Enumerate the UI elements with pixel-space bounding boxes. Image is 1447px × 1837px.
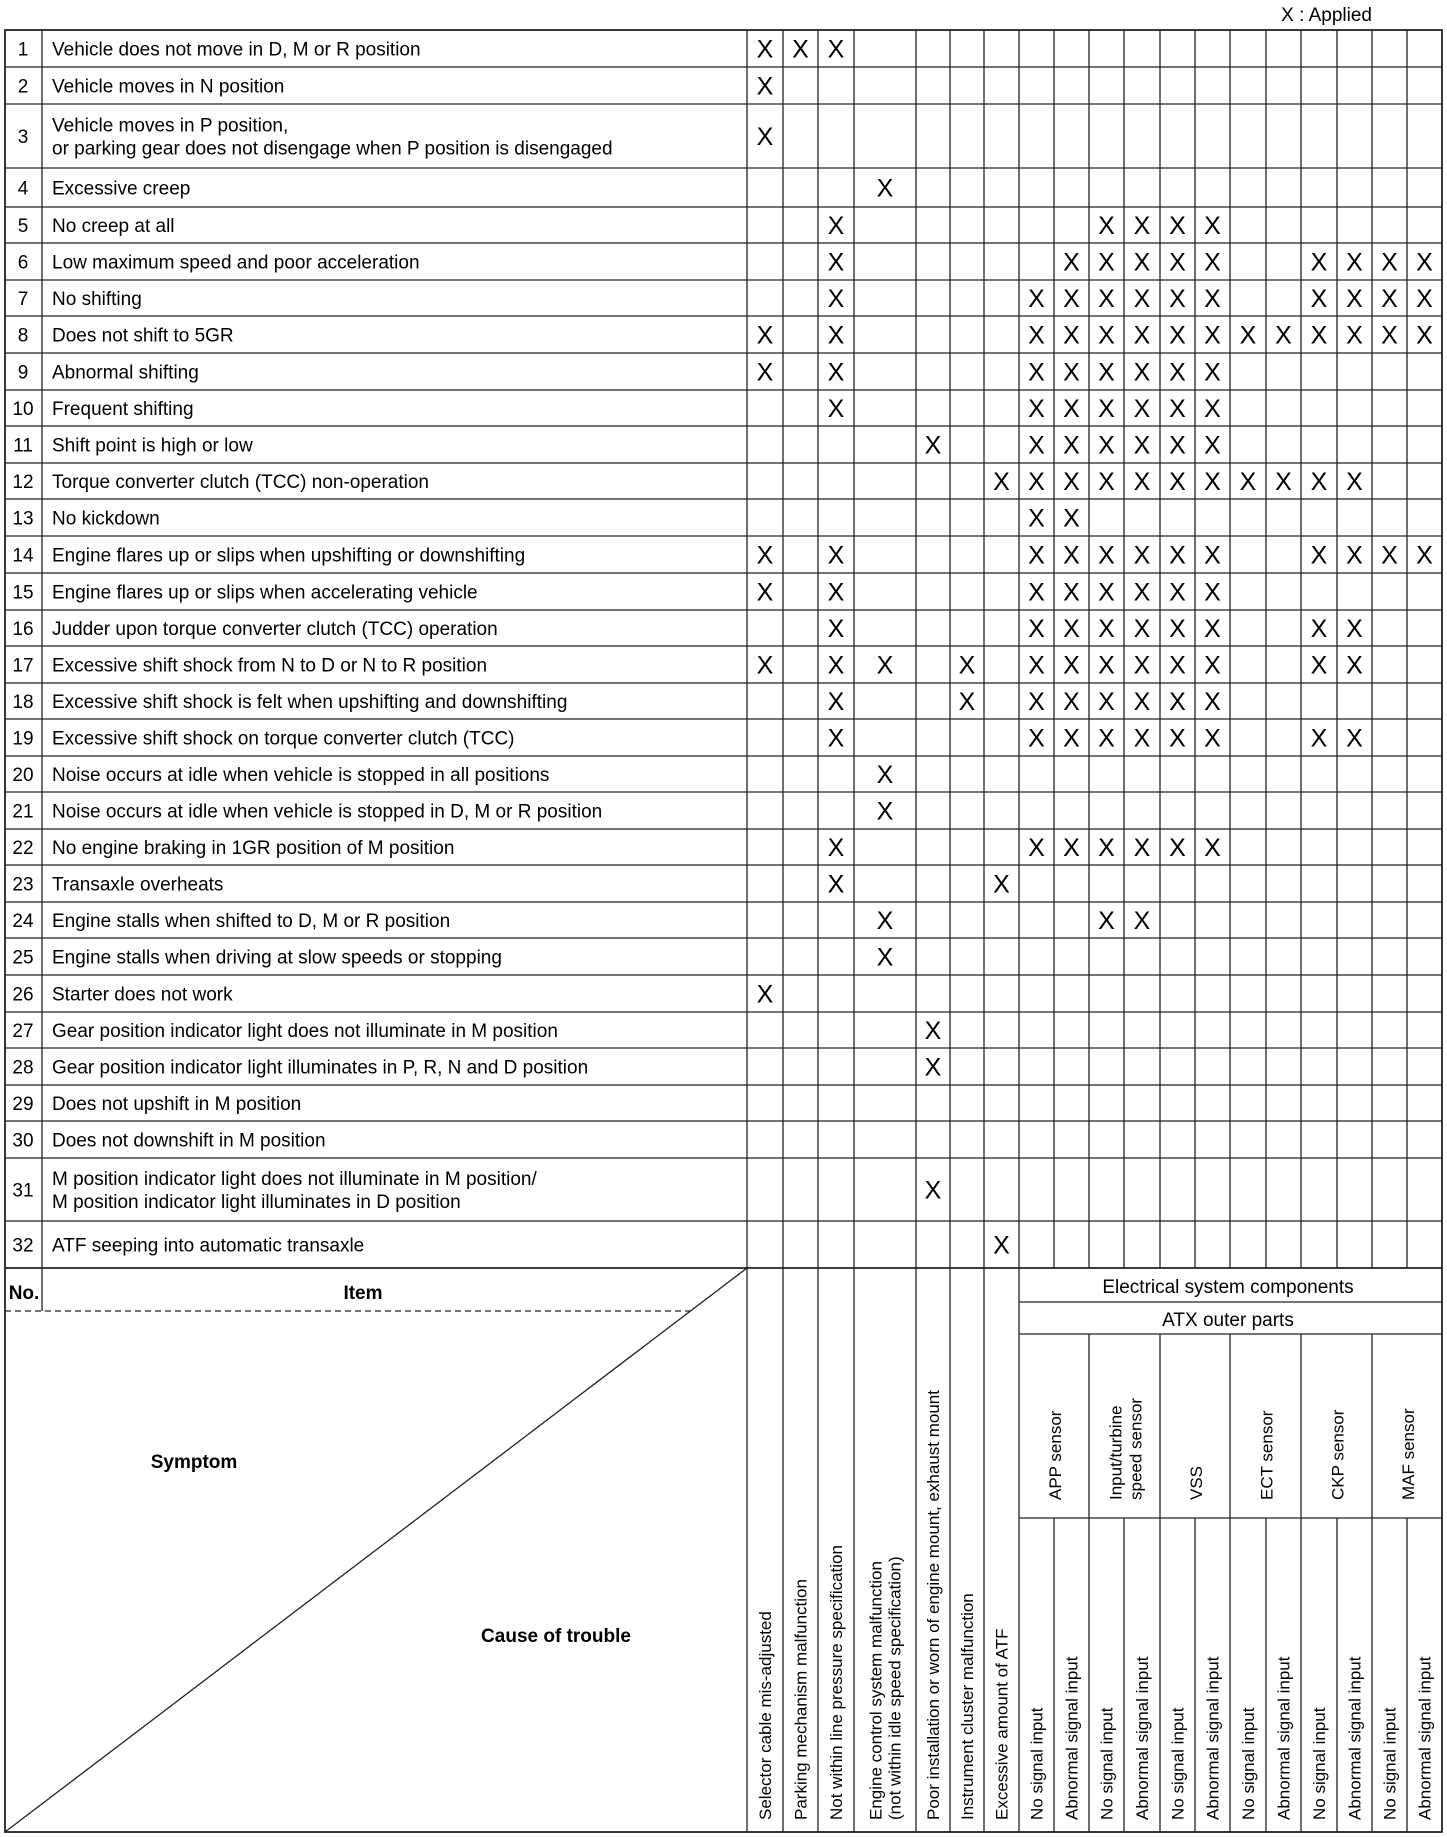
applied-mark: X: [924, 431, 942, 460]
header-atx-outer-parts: ATX outer parts: [1162, 1310, 1294, 1331]
applied-mark: X: [1028, 395, 1045, 423]
applied-mark: X: [1204, 724, 1221, 753]
applied-mark: X: [1133, 431, 1151, 460]
cause-column-label: Abnormal signal input: [1345, 1656, 1365, 1820]
cause-column-label: Poor installation or worn of engine mount, exhaust mount: [924, 1390, 943, 1820]
applied-mark: X: [1028, 541, 1045, 570]
applied-mark: X: [827, 395, 845, 423]
symptom-label: Does not shift to 5GR: [52, 325, 234, 347]
cause-column-label: Parking mechanism malfunction: [791, 1579, 811, 1820]
applied-mark: X: [1098, 615, 1115, 643]
row-number: 17: [12, 655, 34, 677]
applied-mark: X: [1169, 285, 1186, 313]
row-number: 3: [17, 127, 29, 148]
row-number: 20: [12, 765, 34, 786]
applied-mark: X: [1275, 321, 1292, 350]
applied-mark: X: [1310, 651, 1328, 680]
applied-mark: X: [1098, 578, 1115, 607]
applied-mark: X: [1133, 615, 1151, 643]
sensor-group-label: APP sensor: [1046, 1410, 1065, 1500]
applied-mark: X: [756, 578, 774, 607]
row-number: 7: [17, 289, 29, 310]
cause-column-label: No signal input: [1310, 1707, 1329, 1820]
applied-mark: X: [1346, 321, 1363, 350]
applied-mark: X: [756, 321, 774, 350]
applied-mark: X: [1028, 358, 1045, 387]
applied-mark: X: [1063, 615, 1080, 643]
applied-mark: X: [1416, 285, 1433, 313]
applied-mark: X: [1098, 688, 1115, 716]
applied-mark: X: [1063, 651, 1080, 680]
cause-column-label: No signal input: [1239, 1707, 1258, 1820]
applied-mark: X: [1346, 615, 1363, 643]
applied-mark: X: [827, 651, 845, 680]
symptom-label: Frequent shifting: [52, 399, 194, 420]
applied-mark: X: [1098, 468, 1115, 496]
applied-mark: X: [1346, 285, 1363, 313]
symptom-label: M position indicator light does not illuminate in M position/: [52, 1169, 537, 1190]
symptom-label: M position indicator light illuminates in D position: [52, 1192, 461, 1213]
cause-column-label: No signal input: [1168, 1707, 1188, 1820]
applied-mark: X: [1133, 724, 1151, 753]
applied-mark: X: [1098, 724, 1115, 753]
cause-column-label: Excessive amount of ATF: [992, 1628, 1012, 1820]
applied-mark: X: [1133, 285, 1151, 313]
applied-mark: X: [1028, 724, 1045, 753]
cause-column-label: No signal input: [1097, 1707, 1117, 1820]
applied-mark: X: [1416, 248, 1433, 277]
applied-mark: X: [1169, 578, 1186, 607]
applied-mark: X: [1063, 248, 1080, 277]
applied-mark: X: [827, 834, 845, 862]
cause-column-label: No signal input: [1027, 1707, 1047, 1820]
applied-mark: X: [876, 761, 894, 789]
applied-mark: X: [1169, 321, 1186, 350]
applied-mark: X: [756, 123, 774, 151]
applied-mark: X: [1169, 651, 1186, 680]
cause-column-label: Abnormal signal input: [1062, 1656, 1082, 1820]
table-row: [12, 1094, 301, 1115]
applied-mark: X: [1310, 541, 1328, 570]
applied-mark: X: [1063, 504, 1080, 533]
applied-mark: X: [1204, 212, 1221, 240]
symptom-label: Excessive creep: [52, 178, 191, 200]
legend-applied: X : Applied: [1281, 5, 1372, 26]
sensor-group-label: MAF sensor: [1399, 1408, 1418, 1500]
symptom-label: Does not upshift in M position: [52, 1094, 302, 1115]
row-number: 9: [17, 362, 29, 384]
applied-mark: X: [1310, 724, 1328, 753]
applied-mark: X: [1063, 285, 1080, 313]
row-number: 1: [17, 39, 29, 61]
applied-mark: X: [756, 358, 774, 387]
row-number: 10: [12, 399, 34, 420]
applied-mark: X: [1133, 321, 1151, 350]
row-number: 14: [12, 545, 34, 567]
applied-mark: X: [1063, 541, 1080, 570]
applied-mark: X: [1346, 541, 1363, 570]
applied-mark: X: [1098, 358, 1115, 387]
applied-mark: X: [1169, 724, 1186, 753]
applied-mark: X: [924, 1176, 942, 1205]
row-number: 11: [13, 435, 33, 457]
row-number: 4: [17, 178, 29, 200]
applied-mark: X: [827, 541, 845, 570]
symptom-label: Engine flares up or slips when upshifting or downshifting: [52, 545, 526, 567]
applied-mark: X: [1169, 431, 1186, 460]
applied-mark: X: [827, 870, 845, 899]
applied-mark: X: [1133, 395, 1151, 423]
applied-mark: X: [1204, 578, 1221, 607]
applied-mark: X: [756, 651, 774, 680]
row-number: 24: [12, 911, 34, 932]
applied-mark: X: [1063, 578, 1080, 607]
sensor-group-label: speed sensor: [1126, 1397, 1146, 1500]
applied-mark: X: [792, 35, 809, 64]
applied-mark: X: [1310, 615, 1328, 643]
applied-mark: X: [1098, 321, 1115, 350]
applied-mark: X: [1133, 907, 1151, 935]
applied-mark: X: [1204, 688, 1221, 716]
applied-mark: X: [1169, 395, 1186, 423]
symptom-label: Noise occurs at idle when vehicle is stopped in D, M or R position: [52, 801, 603, 823]
applied-mark: X: [1204, 321, 1221, 350]
row-number: 30: [12, 1130, 34, 1152]
applied-mark: X: [1063, 431, 1080, 460]
header-item: Item: [343, 1283, 383, 1304]
applied-mark: X: [1381, 321, 1398, 350]
symptom-label: No creep at all: [52, 216, 175, 237]
applied-mark: X: [1063, 468, 1080, 496]
applied-mark: X: [1063, 395, 1080, 423]
symptom-label: No engine braking in 1GR position of M position: [52, 838, 455, 859]
applied-mark: X: [1028, 834, 1045, 862]
symptom-label: Vehicle does not move in D, M or R position: [52, 39, 421, 61]
applied-mark: X: [876, 651, 894, 680]
applied-mark: X: [827, 248, 845, 277]
applied-mark: X: [993, 870, 1010, 899]
applied-mark: X: [1204, 834, 1221, 862]
applied-mark: X: [1028, 578, 1045, 607]
symptom-label: Gear position indicator light illuminates in P, R, N and D position: [52, 1057, 589, 1079]
symptom-label: Torque converter clutch (TCC) non-operation: [52, 472, 430, 493]
row-number: 25: [12, 947, 34, 969]
applied-mark: X: [1098, 431, 1115, 460]
applied-mark: X: [1063, 724, 1080, 753]
applied-mark: X: [1133, 834, 1151, 862]
applied-mark: X: [1275, 468, 1292, 496]
applied-mark: X: [1028, 504, 1045, 533]
cause-column-label: Not within line pressure specification: [827, 1545, 846, 1820]
applied-mark: X: [1310, 285, 1328, 313]
applied-mark: X: [876, 943, 894, 972]
applied-mark: X: [993, 468, 1010, 496]
applied-mark: X: [756, 72, 774, 101]
row-number: 5: [17, 216, 29, 237]
symptom-label: Excessive shift shock is felt when upshifting and downshifting: [52, 692, 568, 713]
header-electrical-system-components: Electrical system components: [1102, 1277, 1354, 1298]
applied-mark: X: [1133, 688, 1151, 716]
applied-mark: X: [924, 1053, 942, 1082]
sensor-group-label: Input/turbine: [1106, 1405, 1126, 1500]
symptom-label: No kickdown: [52, 508, 160, 530]
applied-mark: X: [827, 358, 845, 387]
sensor-group-label: ECT sensor: [1257, 1410, 1277, 1500]
symptom-label: Engine flares up or slips when accelerating vehicle: [52, 582, 478, 604]
row-number: 27: [12, 1021, 34, 1042]
applied-mark: X: [756, 541, 774, 570]
applied-mark: X: [827, 578, 845, 607]
applied-mark: X: [1028, 431, 1045, 460]
applied-mark: X: [1169, 358, 1186, 387]
row-number: 29: [12, 1094, 34, 1115]
applied-mark: X: [1204, 285, 1221, 313]
symptom-label: Transaxle overheats: [52, 874, 224, 896]
applied-mark: X: [1028, 615, 1045, 643]
applied-mark: X: [1204, 651, 1221, 680]
symptom-label: Excessive shift shock from N to D or N to R position: [52, 655, 488, 677]
row-number: 19: [12, 728, 34, 750]
applied-mark: X: [1381, 285, 1398, 313]
applied-mark: X: [1098, 907, 1115, 935]
applied-mark: X: [827, 321, 845, 350]
applied-mark: X: [1204, 248, 1221, 277]
applied-mark: X: [1028, 688, 1045, 716]
applied-mark: X: [827, 212, 845, 240]
cause-column-label: Abnormal signal input: [1203, 1656, 1223, 1820]
applied-mark: X: [1133, 468, 1151, 496]
symptom-label: Engine stalls when driving at slow speeds or stopping: [52, 947, 502, 969]
symptom-label: No shifting: [52, 289, 142, 310]
applied-mark: X: [827, 724, 845, 753]
applied-mark: X: [993, 1231, 1010, 1260]
applied-mark: X: [1239, 468, 1257, 496]
applied-mark: X: [1346, 651, 1363, 680]
applied-mark: X: [1098, 212, 1115, 240]
applied-mark: X: [1133, 578, 1151, 607]
row-number: 13: [12, 508, 34, 530]
applied-mark: X: [1028, 468, 1045, 496]
applied-mark: X: [1098, 651, 1115, 680]
cause-column-label: No signal input: [1380, 1707, 1400, 1820]
applied-mark: X: [1098, 285, 1115, 313]
header-cause-of-trouble: Cause of trouble: [481, 1626, 631, 1647]
applied-mark: X: [1063, 321, 1080, 350]
row-number: 12: [12, 472, 34, 493]
row-number: 2: [17, 76, 29, 98]
applied-mark: X: [958, 651, 976, 680]
applied-mark: X: [1204, 358, 1221, 387]
applied-mark: X: [1204, 468, 1221, 496]
cause-column-label: (not within idle speed specification): [885, 1556, 905, 1820]
row-number: 26: [12, 984, 34, 1006]
applied-mark: X: [1133, 248, 1151, 277]
applied-mark: X: [1346, 468, 1363, 496]
applied-mark: X: [1416, 321, 1433, 350]
applied-mark: X: [876, 907, 894, 935]
symptom-label: ATF seeping into automatic transaxle: [52, 1235, 365, 1257]
row-number: 28: [12, 1057, 34, 1079]
symptom-label: Judder upon torque converter clutch (TCC) operation: [52, 619, 498, 640]
applied-mark: X: [1239, 321, 1257, 350]
applied-mark: X: [1098, 248, 1115, 277]
applied-mark: X: [1381, 541, 1398, 570]
symptom-label: Low maximum speed and poor acceleration: [52, 252, 420, 274]
applied-mark: X: [1310, 248, 1328, 277]
symptom-label: or parking gear does not disengage when P position is disengaged: [52, 138, 613, 160]
applied-mark: X: [1169, 212, 1186, 240]
symptom-label: Vehicle moves in P position,: [52, 115, 289, 137]
header-symptom: Symptom: [150, 1452, 238, 1473]
cause-column-label: Abnormal signal input: [1415, 1656, 1435, 1820]
applied-mark: X: [1346, 248, 1363, 277]
applied-mark: X: [1169, 688, 1186, 716]
applied-mark: X: [1098, 834, 1115, 862]
applied-mark: X: [1169, 615, 1186, 643]
applied-mark: X: [1204, 431, 1221, 460]
applied-mark: X: [1028, 285, 1045, 313]
symptom-label: Gear position indicator light does not illuminate in M position: [52, 1021, 558, 1042]
applied-mark: X: [827, 35, 845, 64]
row-number: 22: [12, 838, 34, 859]
applied-mark: X: [1310, 468, 1328, 496]
cause-column-label: Instrument cluster malfunction: [958, 1593, 977, 1820]
symptom-label: Does not downshift in M position: [52, 1130, 326, 1152]
applied-mark: X: [924, 1017, 942, 1045]
applied-mark: X: [1416, 541, 1433, 570]
row-number: 18: [12, 692, 34, 713]
applied-mark: X: [1133, 541, 1151, 570]
applied-mark: X: [876, 174, 894, 203]
applied-mark: X: [1133, 358, 1151, 387]
applied-mark: X: [756, 35, 774, 64]
cause-column-label: Engine control system malfunction: [866, 1561, 886, 1820]
applied-mark: X: [1098, 541, 1115, 570]
cause-column-label: Abnormal signal input: [1274, 1656, 1294, 1820]
applied-mark: X: [1063, 834, 1080, 862]
applied-mark: X: [1028, 651, 1045, 680]
header-no: No.: [8, 1283, 40, 1304]
symptom-label: Starter does not work: [52, 984, 233, 1006]
applied-mark: X: [827, 285, 845, 313]
symptom-label: Excessive shift shock on torque converter clutch (TCC): [52, 728, 515, 750]
row-number: 16: [12, 619, 34, 640]
applied-mark: X: [876, 797, 894, 826]
sensor-group-label: VSS: [1187, 1465, 1206, 1500]
row-number: 6: [17, 252, 29, 274]
applied-mark: X: [1063, 358, 1080, 387]
row-number: 31: [12, 1180, 34, 1202]
applied-mark: X: [1169, 834, 1186, 862]
applied-mark: X: [1098, 395, 1115, 423]
applied-mark: X: [1133, 212, 1151, 240]
table-row: [12, 1131, 325, 1152]
applied-mark: X: [1310, 321, 1328, 350]
symptom-label: Shift point is high or low: [52, 435, 253, 457]
applied-mark: X: [1381, 248, 1398, 277]
symptom-label: Abnormal shifting: [52, 362, 199, 384]
row-number: 32: [12, 1235, 34, 1257]
applied-mark: X: [1063, 688, 1080, 716]
applied-mark: X: [756, 980, 774, 1009]
applied-mark: X: [958, 688, 976, 716]
cause-column-label: Selector cable mis-adjusted: [756, 1611, 775, 1820]
applied-mark: X: [1204, 541, 1221, 570]
sensor-group-label: CKP sensor: [1328, 1409, 1348, 1500]
row-number: 15: [12, 582, 34, 604]
symptom-label: Vehicle moves in N position: [52, 76, 285, 98]
applied-mark: X: [1204, 395, 1221, 423]
row-number: 23: [12, 874, 34, 896]
cause-column-label: Abnormal signal input: [1133, 1656, 1152, 1820]
applied-mark: X: [1133, 651, 1151, 680]
applied-mark: X: [827, 615, 845, 643]
row-number: 21: [12, 801, 34, 823]
symptom-label: Noise occurs at idle when vehicle is stopped in all positions: [52, 765, 550, 786]
applied-mark: X: [1346, 724, 1363, 753]
applied-mark: X: [827, 688, 845, 716]
applied-mark: X: [1169, 468, 1186, 496]
symptom-label: Engine stalls when shifted to D, M or R position: [52, 911, 451, 932]
row-number: 8: [17, 325, 29, 347]
applied-mark: X: [1204, 615, 1221, 643]
applied-mark: X: [1169, 248, 1186, 277]
applied-mark: X: [1028, 321, 1045, 350]
applied-mark: X: [1169, 541, 1186, 570]
